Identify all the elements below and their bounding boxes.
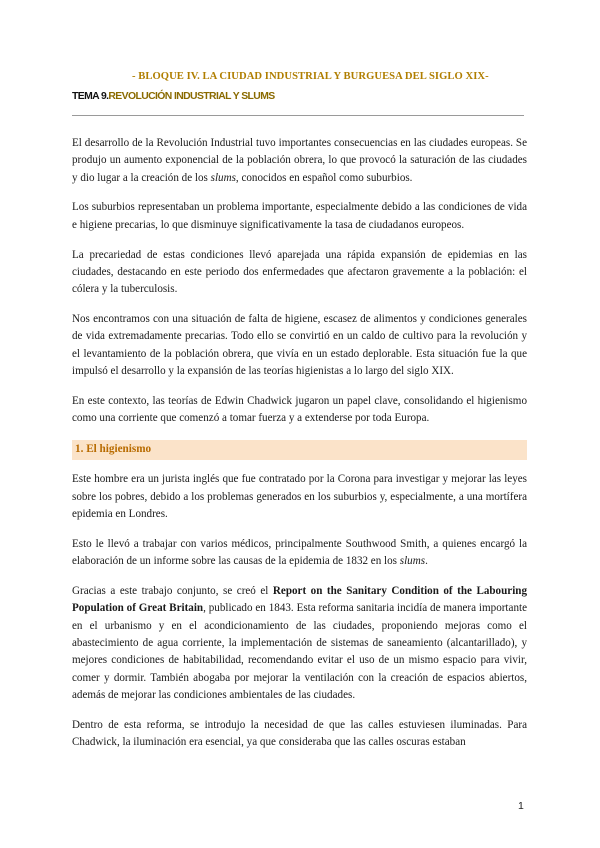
paragraph-text: Esto le llevó a trabajar con varios médicos, principalmente Southwood Smith, a quienes encargó la elaboración de un informe sobre las causas de la epidemia de 1832 en los <box>72 537 527 568</box>
paragraph-text: El desarrollo de la Revolución Industrial tuvo importantes consecuencias en las ciudades europeas. Se produjo un aumento exponencial de la población obrera, lo que provocó la saturación de las ciudades y dio lugar a la creación de los <box>72 137 527 184</box>
paragraph-text: . <box>425 555 428 568</box>
paragraph-text: , publicado en 1843. Esta reforma sanitaria incidía de manera importante en el urbanismo y en el acondicionamiento de las ciudades, proponiendo mejoras como el abastecimiento de agua corriente, la implementación de sistemas de saneamiento (alcantarillado), y mejores condiciones de habitabilidad, recomendando evitar el uso de un mismo espacio para vivir, comer y dormir. También abogaba por mejorar la ventilación con la creación de espacios abiertos, además de mejorar las condiciones ambientales de las ciudades. <box>72 602 527 701</box>
emphasis-term: slums <box>210 171 236 184</box>
paragraph: La precariedad de estas condiciones llevó aparejada una rápida expansión de epidemias en las ciudades, destacando en este periodo dos enfermedades que afectaron gravemente a la población: el cólera y la tuberculosis. <box>72 248 527 296</box>
paragraph: En este contexto, las teorías de Edwin Chadwick jugaron un papel clave, consolidando el higienismo como una corriente que comenzó a tomar fuerza y a extenderse por toda Europa. <box>72 394 527 425</box>
paragraph <box>72 536 527 571</box>
paragraph-text: Gracias a este trabajo conjunto, se creó el <box>72 585 273 598</box>
paragraph: Dentro de esta reforma, se introdujo la necesidad de que las calles estuviesen iluminadas. Para Chadwick, la iluminación era esencial, ya que consideraba que las calles oscuras estaban <box>72 718 527 749</box>
document-body <box>72 135 527 764</box>
paragraph <box>72 135 527 187</box>
paragraph: Nos encontramos con una situación de falta de higiene, escasez de alimentos y condiciones generales de vida extremadamente precarias. Todo ello se convirtió en un caldo de cultivo para la revolución y el levantamiento de la población obrera, que vivía en un estado deplorable. Esta situación fue la que impulsó el desarrollo y la expansión de las teorías higienistas a lo largo del siglo XIX. <box>72 313 527 378</box>
page-number: 1 <box>518 800 524 812</box>
paragraph-text: , conocidos en español como suburbios. <box>235 171 413 184</box>
block-header: - BLOQUE IV. LA CIUDAD INDUSTRIAL Y BURGUESA DEL SIGLO XIX- <box>132 71 489 82</box>
paragraph: Los suburbios representaban un problema importante, especialmente debido a las condiciones de vida e higiene precarias, lo que disminuye significativamente la tasa de ciudadanos europeos. <box>72 201 527 231</box>
topic-label: TEMA 9. <box>72 91 109 102</box>
report-title: Report on the Sanitary Condition of the Labouring Population of Great Britain <box>72 585 527 615</box>
section-heading: 1. El higienismo <box>72 440 527 460</box>
paragraph: Este hombre era un jurista inglés que fue contratado por la Corona para investigar y mejorar las leyes sobre los pobres, debido a los problemas generados en los suburbios y, especialmente, a una mortífera epidemia en Londres. <box>72 473 527 521</box>
header-divider <box>72 115 524 116</box>
topic-name: REVOLUCIÓN INDUSTRIAL Y SLUMS <box>108 91 275 102</box>
emphasis-term: slums <box>399 555 426 568</box>
paragraph <box>72 583 527 704</box>
topic-title <box>72 91 532 102</box>
